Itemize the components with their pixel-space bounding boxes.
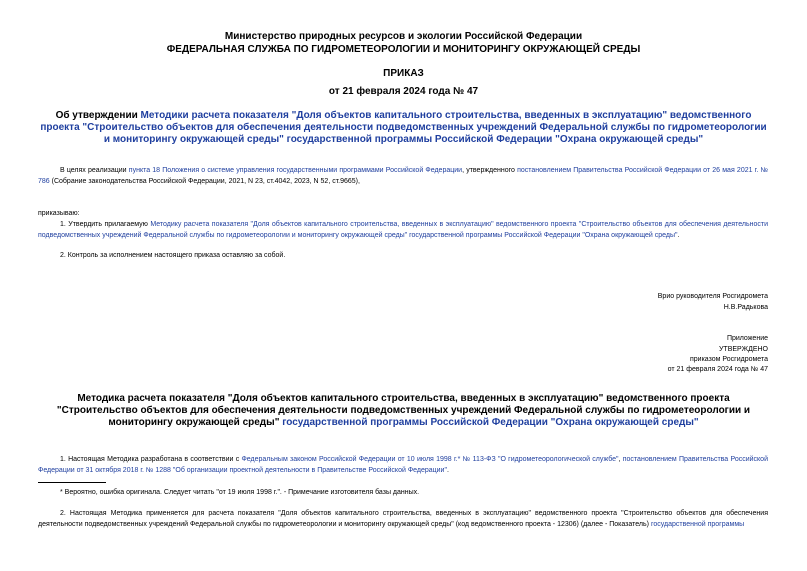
order-item-2: 2. Контроль за исполнением настоящего приказа оставляю за собой. [60,252,286,259]
approval-date: от 21 февраля 2024 года № 47 [667,366,768,373]
preamble-text-3: (Собрание законодательства Российской Федерации, 2021, N 23, ст.4042, 2023, N 52, ст.9665), [49,178,360,185]
order-item-1-link[interactable]: Методику расчета показателя "Доля объектов капитального строительства, введенных в эксплуатацию" ведомственного проекта "Строительство объектов для обеспечения деятельности подведомственных учреждений Федеральной службы по гидрометеорологии и мониторингу окружающей среды" государственной программы Российской Федерации "Охрана окружающей среды" [38,221,768,239]
method-p1-text-1: 1. Настоящая Методика разработана в соответствии с [60,456,242,463]
signature-position: Врио руководителя Росгидромета [657,293,768,300]
preamble-link-1[interactable]: пункта 18 Положения о системе управления государственными программами Российской Федерации [128,167,463,174]
preamble-text-2: , утвержденного [462,167,518,174]
method-paragraph-2 [38,508,768,530]
order-title [40,110,767,146]
method-p1-link-2[interactable]: постановлением Правительства Российской Федерации от 31 октября 2018 г. № 1288 "Об организации проектной деятельности в Правительстве Российской Федерации" [38,456,768,474]
order-item-1 [38,219,768,241]
method-p2-link[interactable]: государственной программы [650,521,745,528]
method-p2-text: 2. Настоящая Методика применяется для расчета показателя "Доля объектов капитального строительства, введенных в эксплуатацию" ведомственного проекта "Строительство объектов для обеспечения деятельности подведомственных учреждений Федеральной службы по гидрометеорологии и мониторингу окружающей среды" (код ведомственного проекта - 12306) (далее - Показатель) [38,510,768,528]
method-title-link[interactable]: государственной программы Российской Федерации "Охрана окружающей среды" [282,417,699,428]
approval-order: приказом Росгидромета [690,356,768,363]
doc-date: от 21 февраля 2024 года № 47 [328,86,479,97]
order-word: приказываю: [38,210,80,217]
ministry-title: Министерство природных ресурсов и экологии Российской Федерации [224,31,583,42]
footnote-divider [38,482,106,483]
doc-type: ПРИКАЗ [383,68,424,79]
approval-approved: УТВЕРЖДЕНО [718,346,768,353]
service-title: ФЕДЕРАЛЬНАЯ СЛУЖБА ПО ГИДРОМЕТЕОРОЛОГИИ И МОНИТОРИНГУ ОКРУЖАЮЩЕЙ СРЕДЫ [166,44,641,55]
order-title-prefix: Об утверждении [55,110,141,121]
method-p1-text-3: . [446,467,449,474]
method-title-text: Методика расчета показателя "Доля объектов капитального строительства, введенных в эксплуатацию" ведомственного проекта "Строительство объектов для обеспечения деятельности подведомственных учреждений Федеральной службы по гидрометеорологии и мониторингу окружающей среды" [56,393,751,428]
order-item-1-text: 1. Утвердить прилагаемую [60,221,151,228]
method-p1-text-2: , [618,456,623,463]
method-title [40,393,767,429]
signature-name: Н.В.Радькова [723,304,768,311]
preamble [38,165,768,187]
approval-annex: Приложение [726,335,768,342]
order-title-link[interactable]: Методики расчета показателя "Доля объектов капитального строительства, введенных в эксплуатацию" ведомственного проекта "Строительство объектов для обеспечения деятельности подведомственных учреждений Федеральной службы по гидрометеорологии и мониторингу окружающей среды" государственной программы Российской Федерации "Охрана окружающей среды" [40,110,767,145]
method-p1-link-1[interactable]: Федеральным законом Российской Федерации от 10 июля 1998 г.* № 113-ФЗ "О гидрометеорологической службе" [241,456,619,463]
preamble-text-1: В целях реализации [60,167,129,174]
order-item-1-end: . [677,232,680,239]
method-paragraph-1 [38,454,768,476]
footnote: * Вероятно, ошибка оригинала. Следует читать "от 19 июля 1998 г.". - Примечание изготовителя базы данных. [60,489,420,496]
preamble-link-2[interactable]: постановлением Правительства Российской Федерации от 26 мая 2021 г. № 786 [38,167,768,185]
